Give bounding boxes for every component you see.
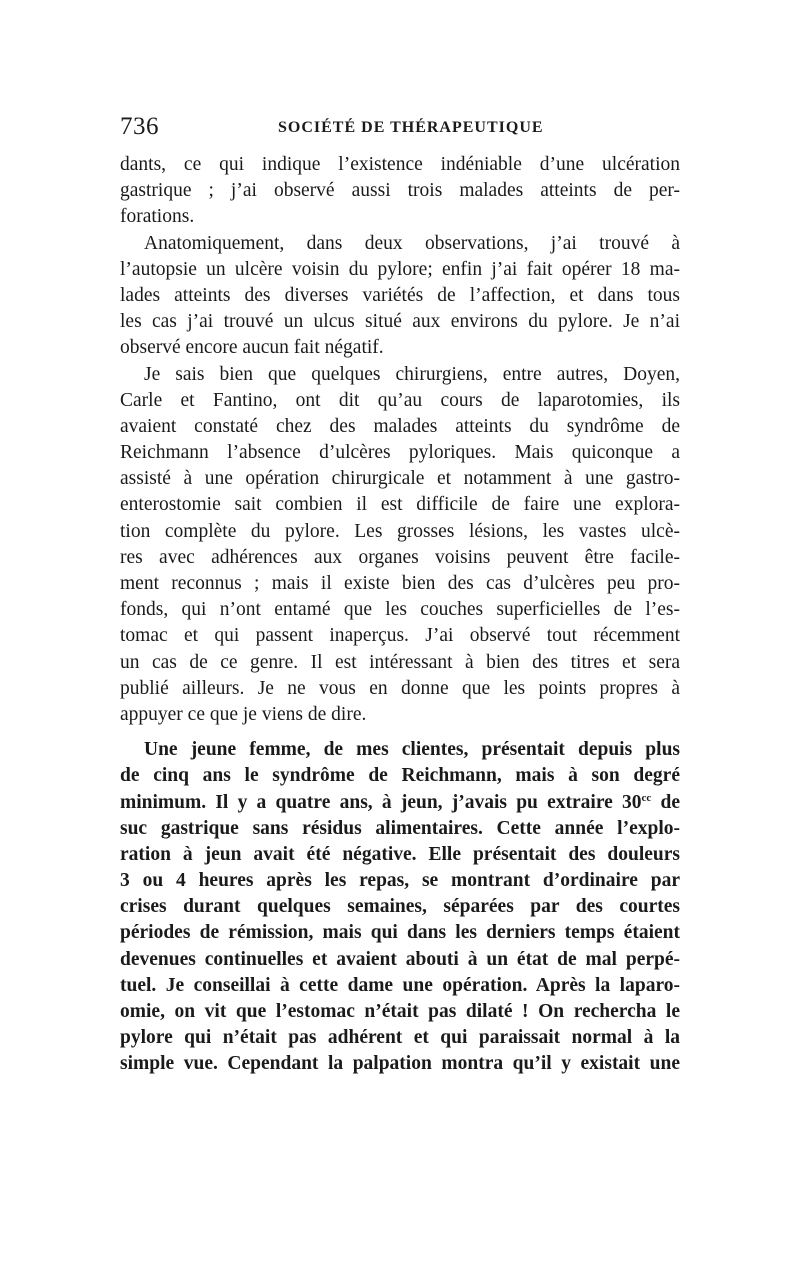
text-line: l’autopsie un ulcère voisin du pylore; enfin j’ai fait opérer 18 ma- (120, 258, 680, 280)
text-line: Reichmann l’absence d’ulcères pyloriques. Mais quiconque a (120, 442, 680, 464)
text-line: dants, ce qui indique l’existence indéniable d’une ulcération (120, 154, 680, 175)
text-line: observé encore aucun fait négatif. (120, 337, 384, 359)
text-line: ment reconnus ; mais il existe bien des cas d’ulcères peu pro- (120, 573, 680, 594)
text-line: tuel. Je conseillai à cette dame une opération. Après la laparo- (120, 974, 680, 996)
paragraph (120, 152, 680, 231)
page-header (120, 113, 680, 143)
text-line: Carle et Fantino, ont dit qu’au cours de laparotomies, ils (120, 389, 680, 411)
text-line: lades atteints des diverses variétés de l’affection, et dans tous (120, 284, 680, 306)
text-line: pylore qui n’était pas adhérent et qui paraissait normal à la (120, 1027, 680, 1049)
text-line: enterostomie sait combien il est difficile de faire une explora- (120, 494, 680, 516)
text-line: simple vue. Cependant la palpation montra qu’il y existait une (120, 1053, 680, 1075)
text-line: forations. (120, 206, 195, 228)
text-line: omie, on vit que l’estomac n’était pas dilaté ! On rechercha le (120, 1001, 680, 1022)
text-line: les cas j’ai trouvé un ulcus situé aux environs du pylore. Je n’ai (120, 311, 680, 333)
text-line: Je sais bien que quelques chirurgiens, entre autres, Doyen, (144, 363, 680, 385)
text-line: Une jeune femme, de mes clientes, présentait depuis plus (144, 739, 680, 761)
text-line: périodes de rémission, mais qui dans les derniers temps étaient (120, 922, 680, 944)
page-number: 736 (120, 113, 159, 140)
text-line: tion complète du pylore. Les grosses lésions, les vastes ulcè- (120, 520, 680, 542)
unit-superscript: cc (641, 791, 652, 804)
text-line-segment: minimum. Il y a quatre ans, à jeun, j’avais pu extraire 30 (120, 791, 642, 813)
text-line-segment: de (651, 791, 680, 813)
paragraph (120, 362, 680, 729)
text-line: ration à jeun avait été négative. Elle présentait des douleurs (120, 843, 680, 865)
text-line: publié ailleurs. Je ne vous en donne que les points propres à (120, 677, 680, 699)
running-title: SOCIÉTÉ DE THÉRAPEUTIQUE (278, 119, 544, 136)
text-line: assisté à une opération chirurgicale et notamment à une gastro- (120, 468, 680, 490)
text-line: appuyer ce que je viens de dire. (120, 703, 367, 725)
paragraph (120, 231, 680, 362)
text-line: Anatomiquement, dans deux observations, j’ai trouvé à (144, 232, 680, 254)
text-line: avaient constaté chez des malades atteints du syndrôme de (120, 415, 680, 437)
text-line: res avec adhérences aux organes voisins peuvent être facile- (120, 546, 680, 568)
paragraph (120, 737, 680, 1077)
body-text (120, 152, 680, 1078)
text-line: crises durant quelques semaines, séparées par des courtes (120, 896, 680, 918)
text-line: fonds, qui n’ont entamé que les couches superficielles de l’es- (120, 599, 680, 621)
paragraph-gap (120, 728, 680, 737)
text-line (120, 790, 680, 816)
text-line: tomac et qui passent inaperçus. J’ai observé tout récemment (120, 625, 680, 647)
text-line: 3 ou 4 heures après les repas, se montrant d’ordinaire par (120, 870, 680, 892)
text-line: devenues continuelles et avaient abouti à un état de mal perpé- (120, 948, 680, 970)
text-line: suc gastrique sans résidus alimentaires. Cette année l’explo- (120, 817, 680, 839)
text-line: gastrique ; j’ai observé aussi trois malades atteints de per- (120, 180, 680, 202)
text-line: de cinq ans le syndrôme de Reichmann, mais à son degré (120, 765, 680, 787)
text-line: un cas de ce genre. Il est intéressant à bien des titres et sera (120, 651, 680, 673)
